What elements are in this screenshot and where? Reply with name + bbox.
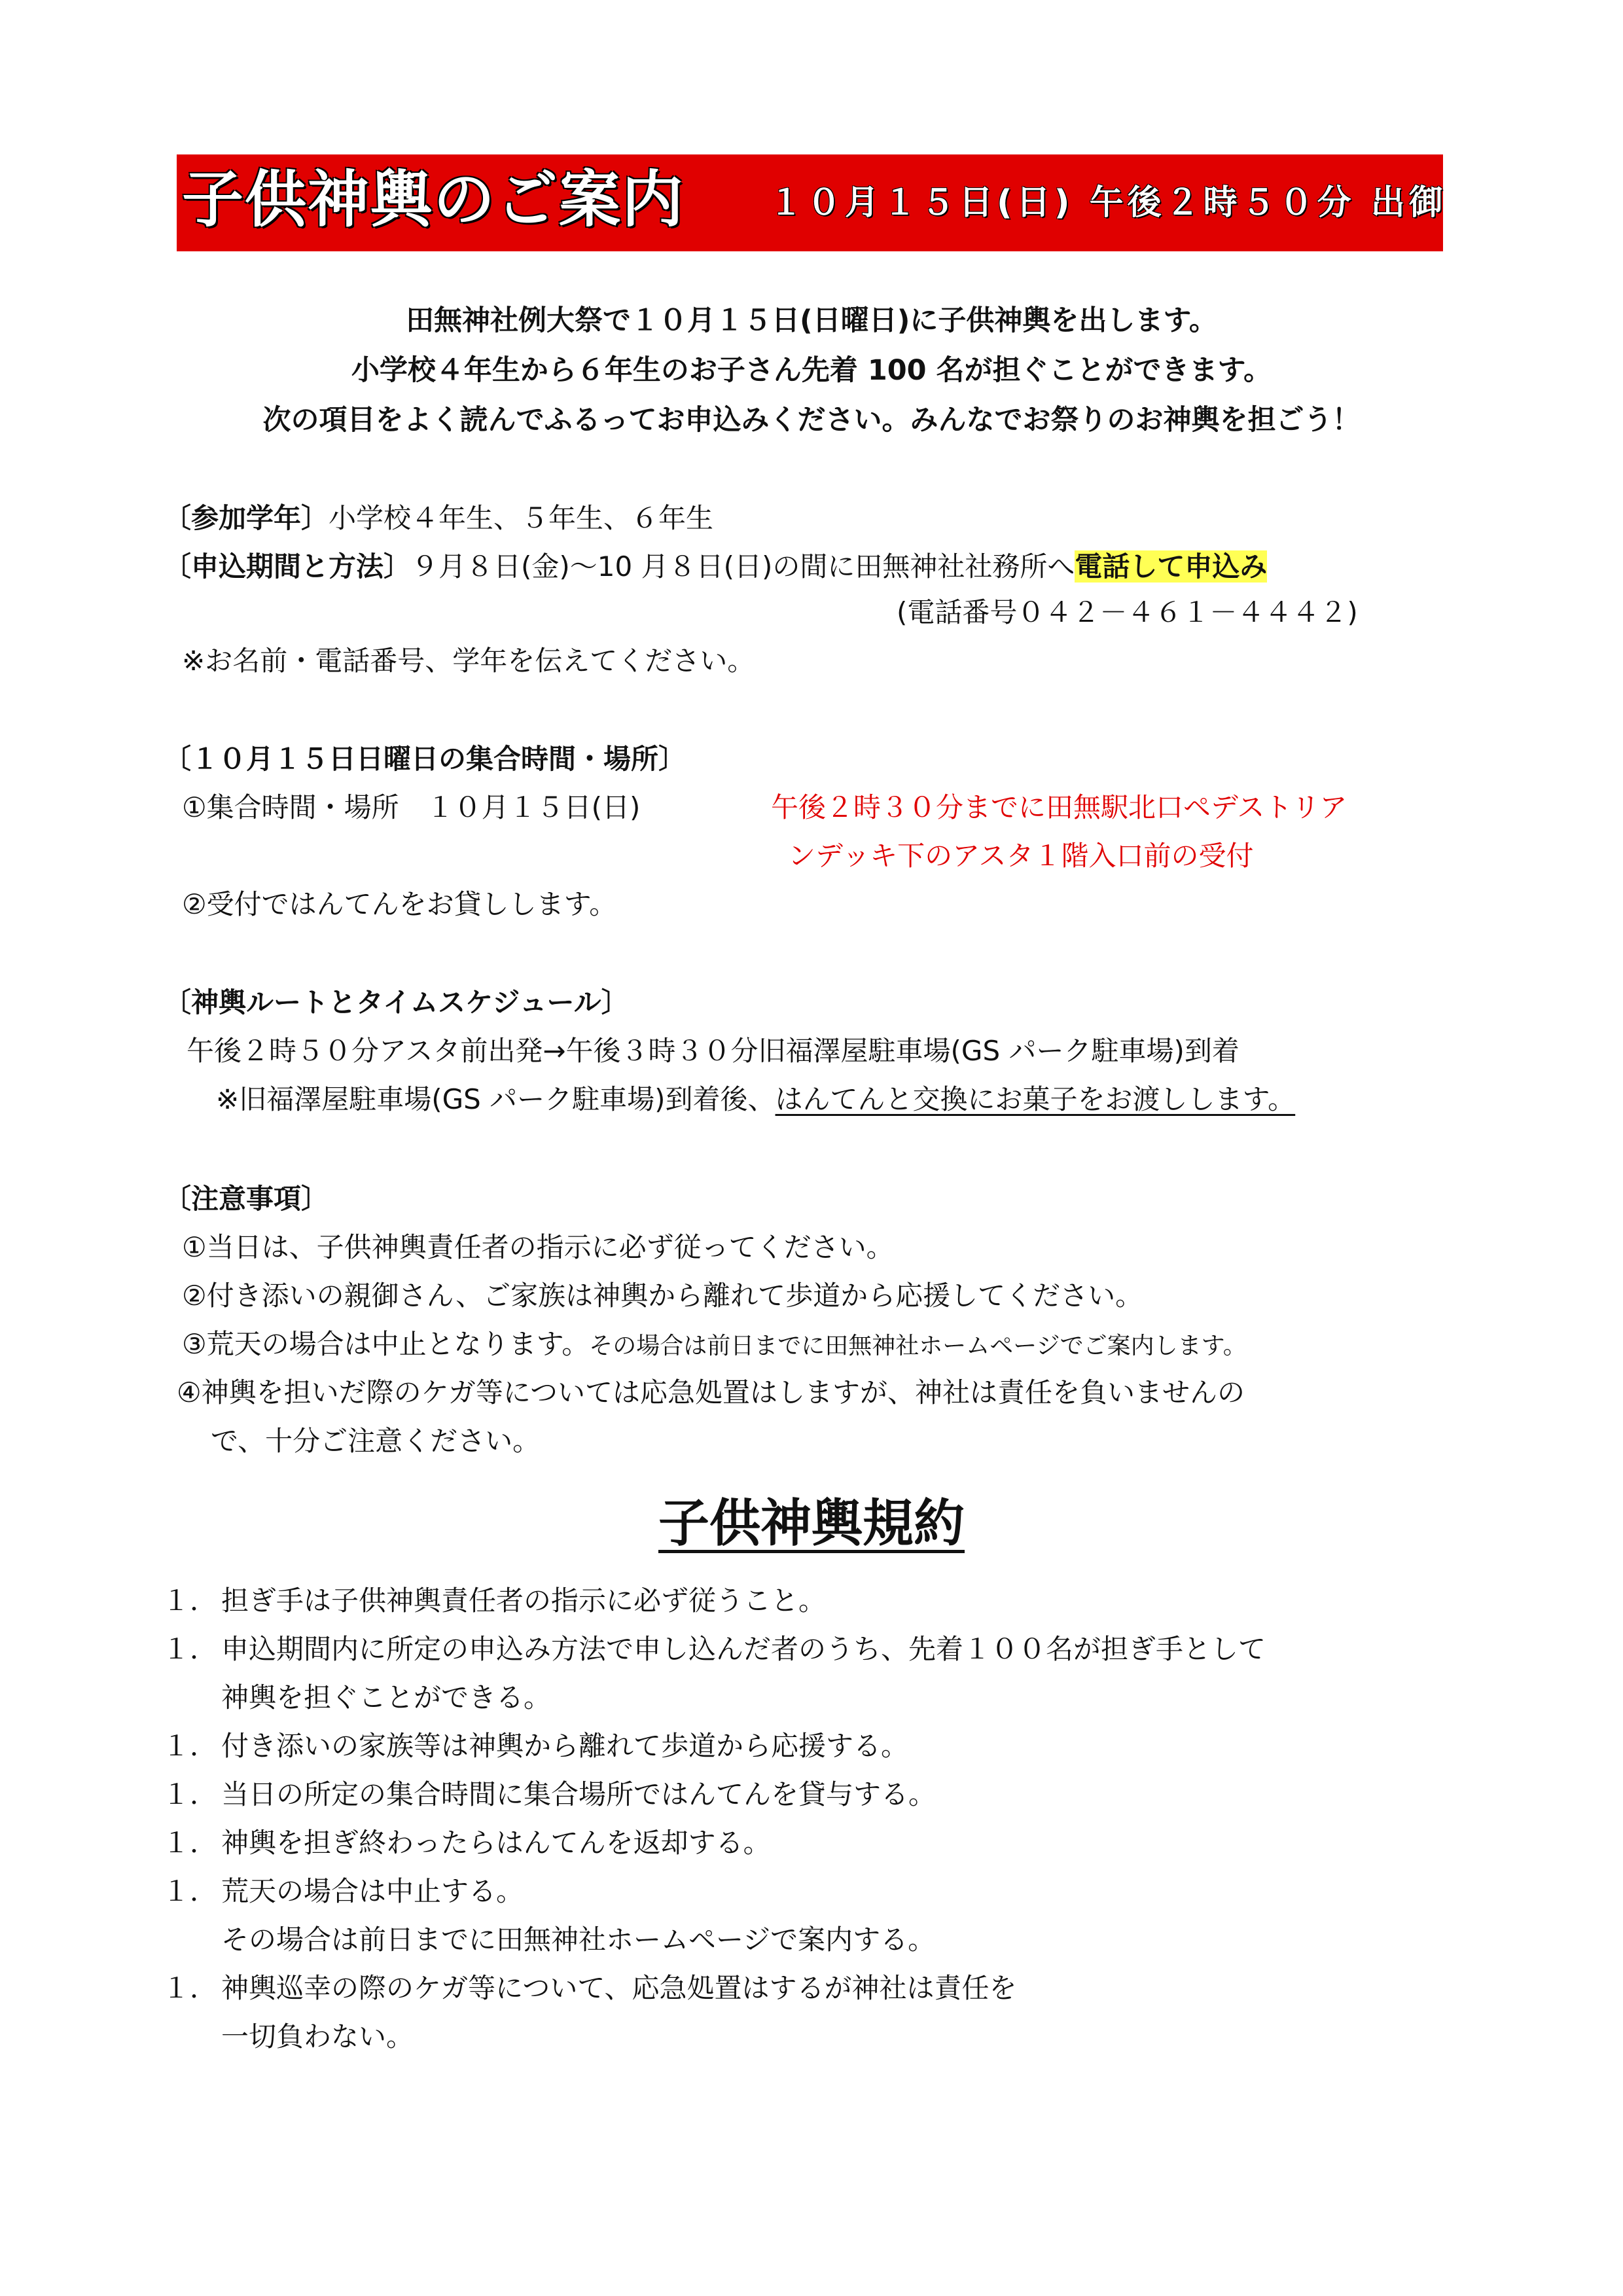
notes-item-2: ②付き添いの親御さん、ご家族は神輿から離れて歩道から応援してください。: [182, 1280, 1143, 1312]
notes-item-4-cont: で、十分ご注意ください。: [211, 1425, 541, 1457]
notes-item-3-small: その場合は前日までに田無神社ホームページでご案内します。: [589, 1333, 1247, 1359]
rule-item-5: [162, 1823, 771, 1863]
grade-value: 小学校４年生、５年生、６年生: [329, 502, 714, 534]
apply-note: ※お名前・電話番号、学年を伝えてください。: [182, 645, 755, 677]
notes-item-3: [182, 1325, 1247, 1366]
gathering-item-1: [182, 788, 640, 827]
grade-label: 〔参加学年〕: [164, 502, 329, 534]
rule-text: 神輿を担ぎ終わったらはんてんを返却する。: [221, 1827, 771, 1859]
banner-date: １０月１５日(日) 午後２時５０分 出御: [769, 183, 1447, 223]
rule-number: １．: [162, 1827, 218, 1859]
banner-title: 子供神輿のご案内: [182, 164, 685, 236]
rule-text: 神輿巡幸の際のケガ等について、応急処置はするが神社は責任を: [221, 1972, 1017, 2004]
intro-line-1: 田無神社例大祭で１０月１５日(日曜日)に子供神輿を出します。: [406, 304, 1217, 337]
rule-number: １．: [162, 1633, 218, 1665]
rule-number: １．: [162, 1778, 218, 1810]
notes-label: 〔注意事項〕: [164, 1183, 329, 1215]
apply-phone: (電話番号０４２－４６１－４４４２): [897, 596, 1358, 628]
gathering-label: 〔１０月１５日日曜日の集合時間・場所〕: [164, 743, 687, 775]
rule-item-7-cont: 一切負わない。: [221, 2020, 414, 2053]
gathering-item-1-label: ①集合時間・場所 １０月１５日(日): [182, 791, 641, 823]
notes-item-1: ①当日は、子供神輿責任者の指示に必ず従ってください。: [182, 1231, 894, 1263]
notes-item-3-text: ③荒天の場合は中止となります。: [182, 1328, 590, 1360]
rule-item-2: [162, 1630, 1266, 1669]
notes-item-4: ④神輿を担いだ際のケガ等については応急処置はしますが、神社は責任を負いませんの: [177, 1376, 1245, 1408]
rule-item-7: [162, 1969, 1016, 2008]
rule-item-6: [162, 1872, 524, 1911]
rule-text: 申込期間内に所定の申込み方法で申し込んだ者のうち、先着１００名が担ぎ手として: [221, 1633, 1266, 1665]
rule-number: １．: [162, 1730, 218, 1762]
rule-item-2-cont: 神輿を担ぐことができる。: [221, 1681, 552, 1713]
rule-text: 付き添いの家族等は神輿から離れて歩道から応援する。: [221, 1730, 909, 1762]
route-line-1: 午後２時５０分アスタ前出発→午後３時３０分旧福澤屋駐車場(GS パーク駐車場)到着: [187, 1035, 1240, 1067]
intro-line-3: 次の項目をよく読んでふるってお申込みください。みんなでお祭りのお神輿を担ごう！: [262, 404, 1361, 437]
apply-text: ９月８日(金)～10 月８日(日)の間に田無神社社務所へ: [411, 550, 1075, 583]
route-line-2: [216, 1080, 1295, 1119]
rule-text: 荒天の場合は中止する。: [221, 1875, 524, 1907]
apply-row: [164, 547, 1267, 586]
rules-title: [0, 1491, 1623, 1556]
route-line-2-underlined: はんてんと交換にお菓子をお渡しします。: [775, 1083, 1296, 1115]
rule-item-1: [162, 1581, 826, 1621]
rule-item-6-cont: その場合は前日までに田無神社ホームページで案内する。: [221, 1924, 936, 1956]
rule-text: 当日の所定の集合時間に集合場所ではんてんを貸与する。: [221, 1778, 936, 1810]
route-label: 〔神輿ルートとタイムスケジュール〕: [164, 986, 629, 1018]
header-banner: [177, 154, 1447, 251]
gathering-place-2: ンデッキ下のアスタ１階入口前の受付: [788, 840, 1254, 872]
rules-title-text: 子供神輿規約: [658, 1494, 965, 1553]
rule-number: １．: [162, 1972, 218, 2004]
gathering-item-2: ②受付ではんてんをお貸しします。: [182, 888, 617, 920]
rule-number: １．: [162, 1875, 218, 1907]
apply-label: 〔申込期間と方法〕: [164, 550, 412, 583]
rule-number: １．: [162, 1585, 218, 1617]
rule-text: 担ぎ手は子供神輿責任者の指示に必ず従うこと。: [221, 1585, 827, 1617]
grade-row: [164, 499, 713, 538]
route-line-2-text: ※旧福澤屋駐車場(GS パーク駐車場)到着後、: [216, 1083, 776, 1115]
rule-item-4: [162, 1775, 936, 1814]
intro-line-2: 小学校４年生から６年生のお子さん先着 100 名が担ぐことができます。: [351, 354, 1272, 387]
apply-highlight: 電話して申込み: [1075, 550, 1268, 583]
rule-item-3: [162, 1727, 908, 1766]
gathering-place-1: 午後２時３０分までに田無駅北口ペデストリア: [771, 791, 1347, 823]
